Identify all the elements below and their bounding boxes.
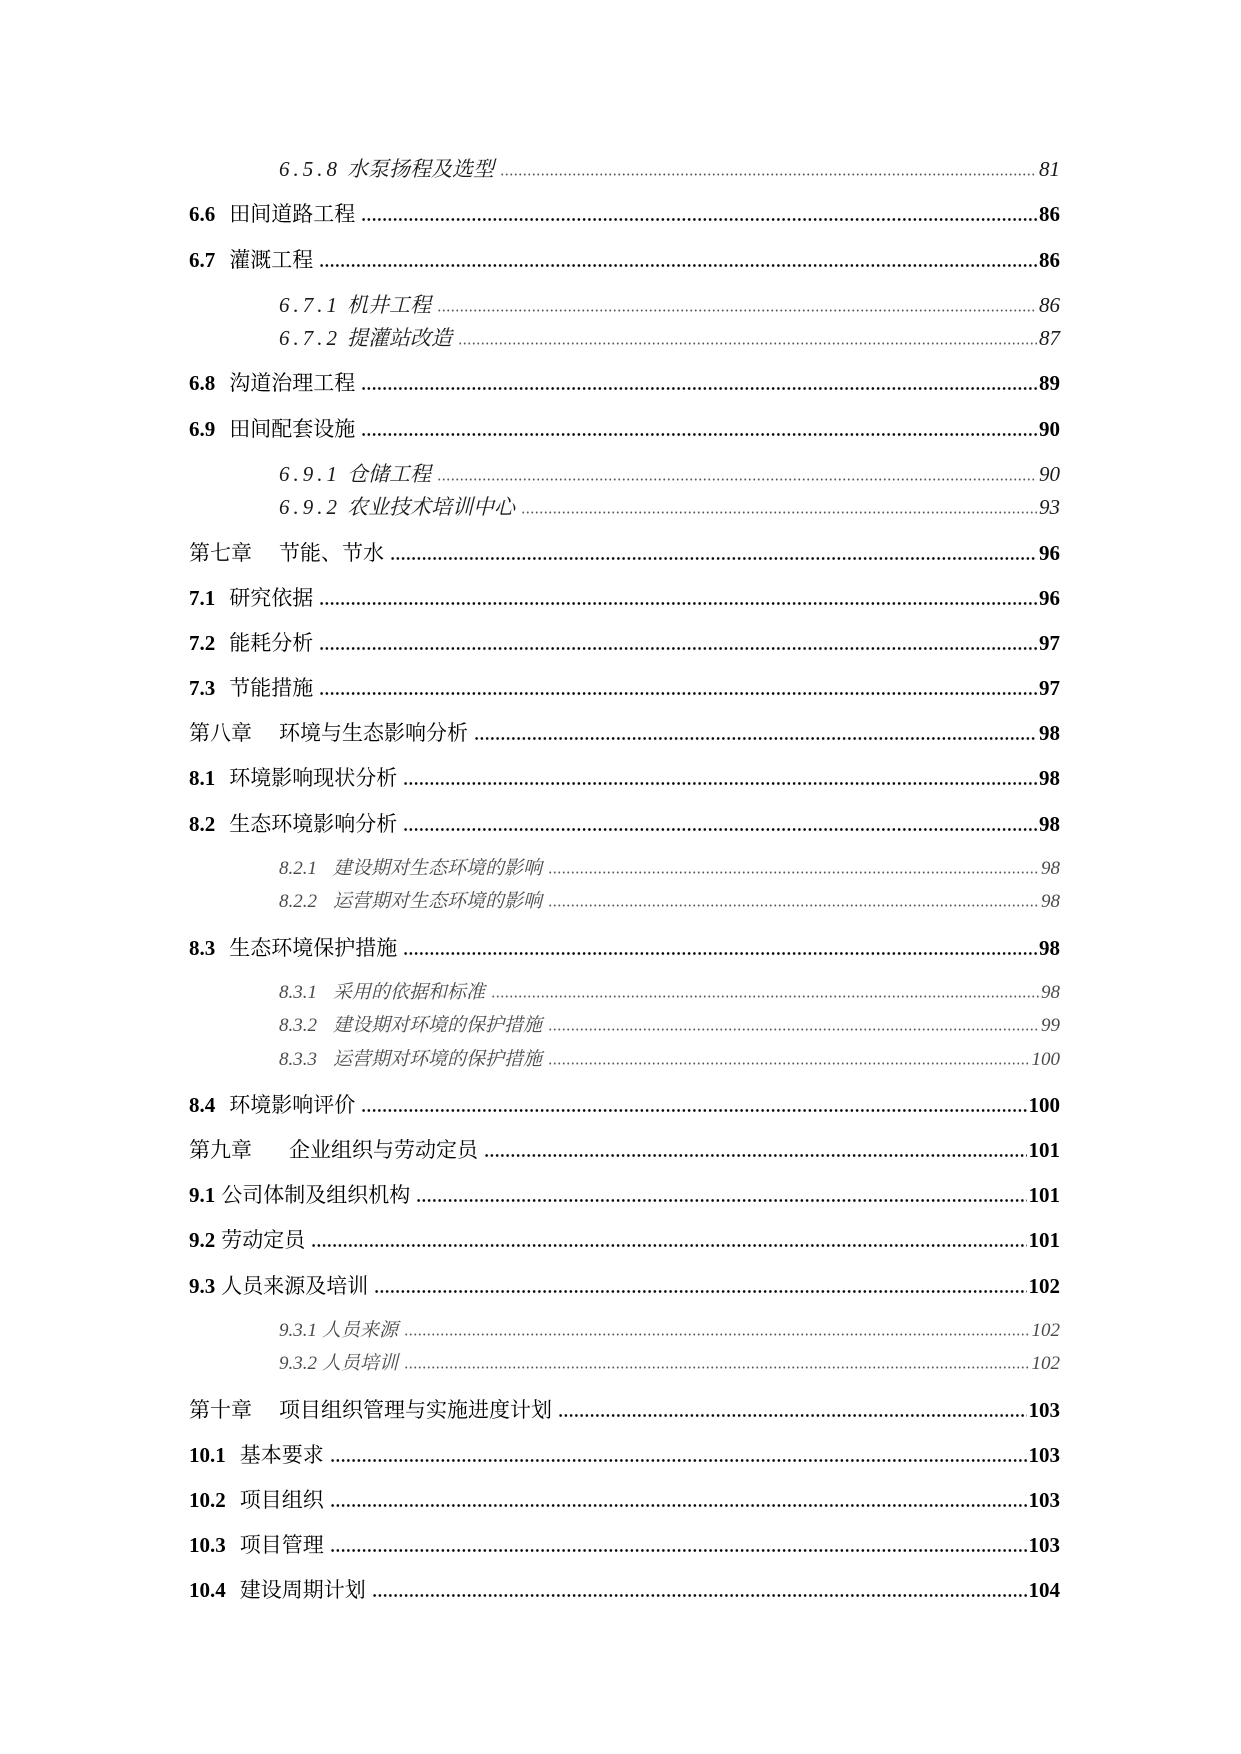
- toc-section-entry: [189, 745, 1060, 790]
- page-number: 104: [1028, 1578, 1060, 1603]
- entry-title: 环境影响现状分析: [229, 766, 398, 791]
- entry-number: 10.2: [189, 1487, 226, 1512]
- page-number: 103: [1028, 1442, 1060, 1467]
- toc-subsection-entry: [189, 1343, 1060, 1377]
- entry-number: 8.3.2: [279, 1015, 317, 1037]
- dot-leader: [500, 173, 1037, 176]
- dot-leader: [372, 1594, 1027, 1597]
- entry-number: 9.3: [189, 1273, 216, 1298]
- page-number: 98: [1039, 935, 1060, 960]
- toc-section-entry: [189, 565, 1060, 610]
- toc-section-entry: [189, 1162, 1060, 1207]
- page-number: 98: [1039, 811, 1060, 836]
- dot-leader: [361, 218, 1037, 221]
- table-of-contents: [189, 136, 1060, 1602]
- entry-title: 环境影响评价: [229, 1092, 356, 1117]
- entry-number: 6.9.2: [279, 495, 341, 520]
- page-number: 103: [1028, 1533, 1060, 1558]
- page-number: 86: [1039, 247, 1060, 272]
- entry-title: 建设周期计划: [239, 1578, 366, 1603]
- entry-title: 人员来源: [322, 1319, 399, 1341]
- entry-title: 水泵扬程及选型: [347, 157, 494, 182]
- page-number: 101: [1028, 1183, 1060, 1208]
- dot-leader: [548, 871, 1039, 874]
- entry-number: 6.7: [189, 247, 216, 272]
- entry-title: 仓储工程: [347, 461, 431, 486]
- dot-leader: [319, 692, 1037, 695]
- dot-leader: [558, 1414, 1027, 1417]
- entry-title: 人员来源及培训: [221, 1273, 369, 1298]
- toc-section-entry: [189, 350, 1060, 395]
- toc-section-entry: [189, 1072, 1060, 1117]
- entry-number: 8.1: [189, 766, 216, 791]
- entry-number: 10.4: [189, 1578, 226, 1603]
- entry-title: 项目组织: [239, 1487, 324, 1512]
- entry-title: 生态环境保护措施: [229, 935, 398, 960]
- page-number: 96: [1039, 585, 1060, 610]
- dot-leader: [374, 1290, 1026, 1293]
- entry-number: 9.3.1: [279, 1319, 317, 1341]
- toc-subsection-entry: [189, 272, 1060, 317]
- page-number: 100: [1031, 1048, 1060, 1070]
- entry-title: 能耗分析: [229, 630, 314, 655]
- entry-title: 建设期对生态环境的影响: [333, 857, 543, 879]
- entry-number: 8.2.1: [279, 857, 317, 879]
- page-number: 86: [1039, 292, 1060, 317]
- toc-section-entry: [189, 1557, 1060, 1602]
- entry-number: 7.3: [189, 676, 216, 701]
- page-number: 100: [1028, 1092, 1060, 1117]
- toc-subsection-entry: [189, 1038, 1060, 1072]
- toc-chapter-entry: [189, 519, 1060, 564]
- dot-leader: [361, 387, 1037, 390]
- toc-section-entry: [189, 226, 1060, 271]
- entry-title: 沟道治理工程: [229, 371, 356, 396]
- dot-leader: [403, 782, 1037, 785]
- entry-title: 基本要求: [239, 1442, 324, 1467]
- toc-section-entry: [189, 395, 1060, 440]
- entry-number: 6.6: [189, 202, 216, 227]
- entry-title: 运营期对生态环境的影响: [333, 891, 543, 913]
- page-number: 81: [1039, 157, 1060, 182]
- entry-title: 田间配套设施: [229, 416, 356, 441]
- dot-leader: [404, 1333, 1029, 1336]
- entry-title: 生态环境影响分析: [229, 811, 398, 836]
- entry-title: 项目管理: [239, 1533, 324, 1558]
- entry-title: 劳动定员: [221, 1228, 306, 1253]
- toc-section-entry: [189, 610, 1060, 655]
- page-number: 98: [1039, 766, 1060, 791]
- entry-number: 第八章: [189, 721, 252, 746]
- entry-number: 6.9: [189, 416, 216, 441]
- dot-leader: [521, 511, 1037, 514]
- entry-number: 8.3: [189, 935, 216, 960]
- toc-subsection-entry: [189, 1005, 1060, 1039]
- toc-section-entry: [189, 181, 1060, 226]
- entry-number: 8.3.3: [279, 1048, 317, 1070]
- entry-title: 公司体制及组织机构: [221, 1183, 411, 1208]
- toc-section-entry: [189, 1467, 1060, 1512]
- page-number: 99: [1041, 1015, 1060, 1037]
- entry-number: 第七章: [189, 540, 252, 565]
- entry-number: 9.3.2: [279, 1353, 317, 1375]
- entry-title: 田间道路工程: [229, 202, 356, 227]
- dot-leader: [319, 647, 1037, 650]
- entry-title: 节能措施: [229, 676, 314, 701]
- toc-subsection-entry: [189, 317, 1060, 351]
- toc-section-entry: [189, 790, 1060, 835]
- toc-section-entry: [189, 1512, 1060, 1557]
- entry-title: 采用的依据和标准: [333, 981, 486, 1003]
- dot-leader: [458, 342, 1037, 345]
- toc-subsection-entry: [189, 836, 1060, 881]
- dot-leader: [437, 478, 1037, 481]
- toc-subsection-entry: [189, 960, 1060, 1005]
- toc-section-entry: [189, 914, 1060, 959]
- page-number: 98: [1041, 981, 1060, 1003]
- dot-leader: [484, 1154, 1027, 1157]
- toc-subsection-entry: [189, 441, 1060, 486]
- entry-number: 6.7.1: [279, 292, 341, 317]
- entry-title: 运营期对环境的保护措施: [333, 1048, 543, 1070]
- entry-title: 环境与生态影响分析: [279, 721, 468, 746]
- entry-number: 10.3: [189, 1533, 226, 1558]
- toc-chapter-entry: [189, 1117, 1060, 1162]
- page-number: 102: [1031, 1353, 1060, 1375]
- entry-number: 第十章: [189, 1397, 252, 1422]
- page-number: 102: [1028, 1273, 1060, 1298]
- dot-leader: [403, 952, 1037, 955]
- toc-chapter-entry: [189, 1376, 1060, 1421]
- page-number: 102: [1031, 1319, 1060, 1341]
- page-number: 101: [1028, 1138, 1060, 1163]
- toc-section-entry: [189, 1422, 1060, 1467]
- entry-title: 提灌站改造: [347, 326, 452, 351]
- entry-number: 6.8: [189, 371, 216, 396]
- dot-leader: [361, 433, 1037, 436]
- page-number: 98: [1041, 857, 1060, 879]
- page-number: 96: [1039, 540, 1060, 565]
- toc-subsection-entry: [189, 136, 1060, 181]
- toc-subsection-entry: [189, 1298, 1060, 1343]
- dot-leader: [330, 1549, 1027, 1552]
- page-number: 90: [1039, 416, 1060, 441]
- toc-subsection-entry: [189, 881, 1060, 915]
- entry-title: 研究依据: [229, 585, 314, 610]
- page-number: 86: [1039, 202, 1060, 227]
- entry-title: 节能、节水: [279, 540, 384, 565]
- dot-leader: [437, 309, 1037, 312]
- entry-number: 9.1: [189, 1183, 216, 1208]
- page-number: 89: [1039, 371, 1060, 396]
- dot-leader: [361, 1109, 1026, 1112]
- entry-number: 8.4: [189, 1092, 216, 1117]
- entry-title: 机井工程: [347, 292, 431, 317]
- page-number: 93: [1039, 495, 1060, 520]
- entry-title: 人员培训: [322, 1353, 399, 1375]
- dot-leader: [330, 1504, 1027, 1507]
- dot-leader: [319, 602, 1037, 605]
- page-number: 90: [1039, 461, 1060, 486]
- page-number: 97: [1039, 676, 1060, 701]
- page-number: 97: [1039, 630, 1060, 655]
- page-number: 98: [1041, 891, 1060, 913]
- dot-leader: [548, 904, 1039, 907]
- entry-number: 7.2: [189, 630, 216, 655]
- entry-number: 8.2: [189, 811, 216, 836]
- dot-leader: [319, 264, 1037, 267]
- page-number: 101: [1028, 1228, 1060, 1253]
- dot-leader: [311, 1244, 1026, 1247]
- toc-section-entry: [189, 655, 1060, 700]
- page-number: 103: [1028, 1487, 1060, 1512]
- dot-leader: [404, 1366, 1029, 1369]
- entry-number: 6.7.2: [279, 326, 341, 351]
- dot-leader: [491, 995, 1039, 998]
- entry-title: 项目组织管理与实施进度计划: [279, 1397, 552, 1422]
- toc-chapter-entry: [189, 700, 1060, 745]
- dot-leader: [416, 1199, 1026, 1202]
- entry-title: 灌溉工程: [229, 247, 314, 272]
- page-number: 103: [1028, 1397, 1060, 1422]
- page-number: 87: [1039, 326, 1060, 351]
- page-number: 98: [1039, 721, 1060, 746]
- entry-number: 6.9.1: [279, 461, 341, 486]
- dot-leader: [548, 1028, 1039, 1031]
- dot-leader: [390, 557, 1037, 560]
- entry-number: 8.3.1: [279, 981, 317, 1003]
- entry-title: 农业技术培训中心: [347, 495, 515, 520]
- entry-number: 10.1: [189, 1442, 226, 1467]
- toc-subsection-entry: [189, 486, 1060, 520]
- entry-number: 9.2: [189, 1228, 216, 1253]
- entry-number: 7.1: [189, 585, 216, 610]
- dot-leader: [474, 737, 1037, 740]
- dot-leader: [330, 1459, 1027, 1462]
- dot-leader: [403, 828, 1037, 831]
- dot-leader: [548, 1062, 1029, 1065]
- toc-section-entry: [189, 1207, 1060, 1252]
- entry-title: 建设期对环境的保护措施: [333, 1015, 543, 1037]
- toc-section-entry: [189, 1252, 1060, 1297]
- entry-title: 企业组织与劳动定员: [289, 1138, 478, 1163]
- entry-number: 8.2.2: [279, 891, 317, 913]
- entry-number: 第九章: [189, 1138, 252, 1163]
- entry-number: 6.5.8: [279, 157, 341, 182]
